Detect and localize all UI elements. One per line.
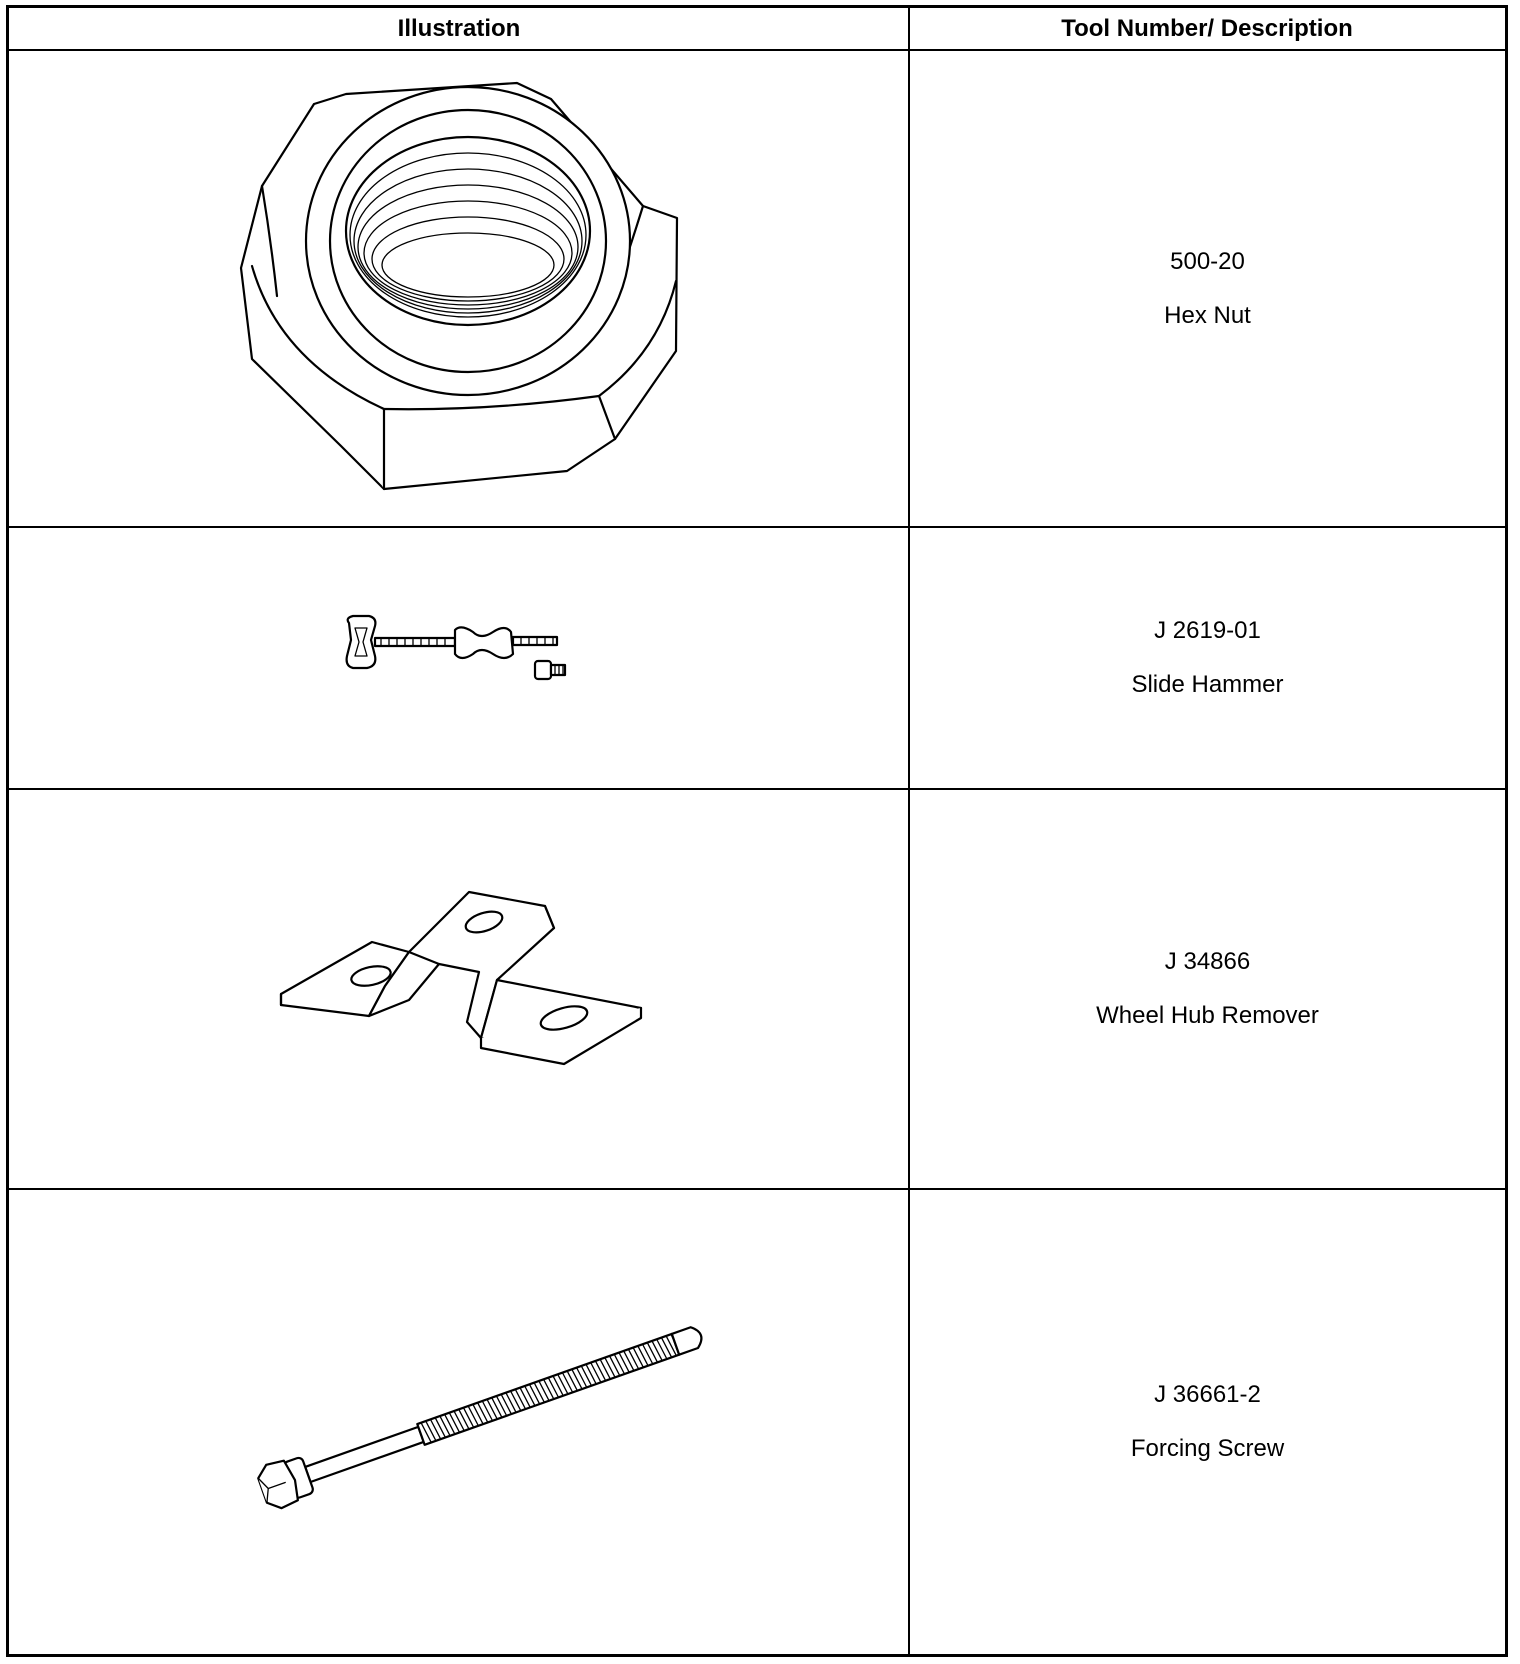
tool-description-cell — [910, 790, 1505, 1188]
special-tools-table — [6, 5, 1508, 1657]
tool-description: Forcing Screw — [1130, 1435, 1285, 1462]
tool-description-cell — [910, 1190, 1505, 1654]
header-tool-number-description: Tool Number/ Description — [1061, 15, 1353, 42]
table-row — [9, 51, 1505, 528]
tool-description-cell — [910, 528, 1505, 788]
tool-description: Slide Hammer — [1131, 671, 1284, 698]
table-row — [9, 528, 1505, 790]
wheel-hub-remover-illustration — [9, 790, 908, 1188]
tool-number: 500-20 — [1170, 247, 1245, 275]
forcing-screw-illustration — [9, 1190, 908, 1654]
table-row — [9, 1190, 1505, 1654]
tool-number: J 34866 — [1164, 948, 1251, 975]
slide-hammer-illustration — [9, 528, 908, 788]
tool-description: Hex Nut — [1164, 301, 1251, 329]
tool-description-cell — [910, 51, 1505, 526]
tool-number: J 36661-2 — [1154, 1381, 1261, 1408]
hex-nut-illustration — [9, 51, 908, 526]
tool-number: J 2619-01 — [1154, 617, 1261, 644]
tool-description: Wheel Hub Remover — [1096, 1002, 1319, 1029]
table-row — [9, 790, 1505, 1190]
table-header — [9, 8, 1505, 51]
header-illustration: Illustration — [397, 15, 521, 42]
